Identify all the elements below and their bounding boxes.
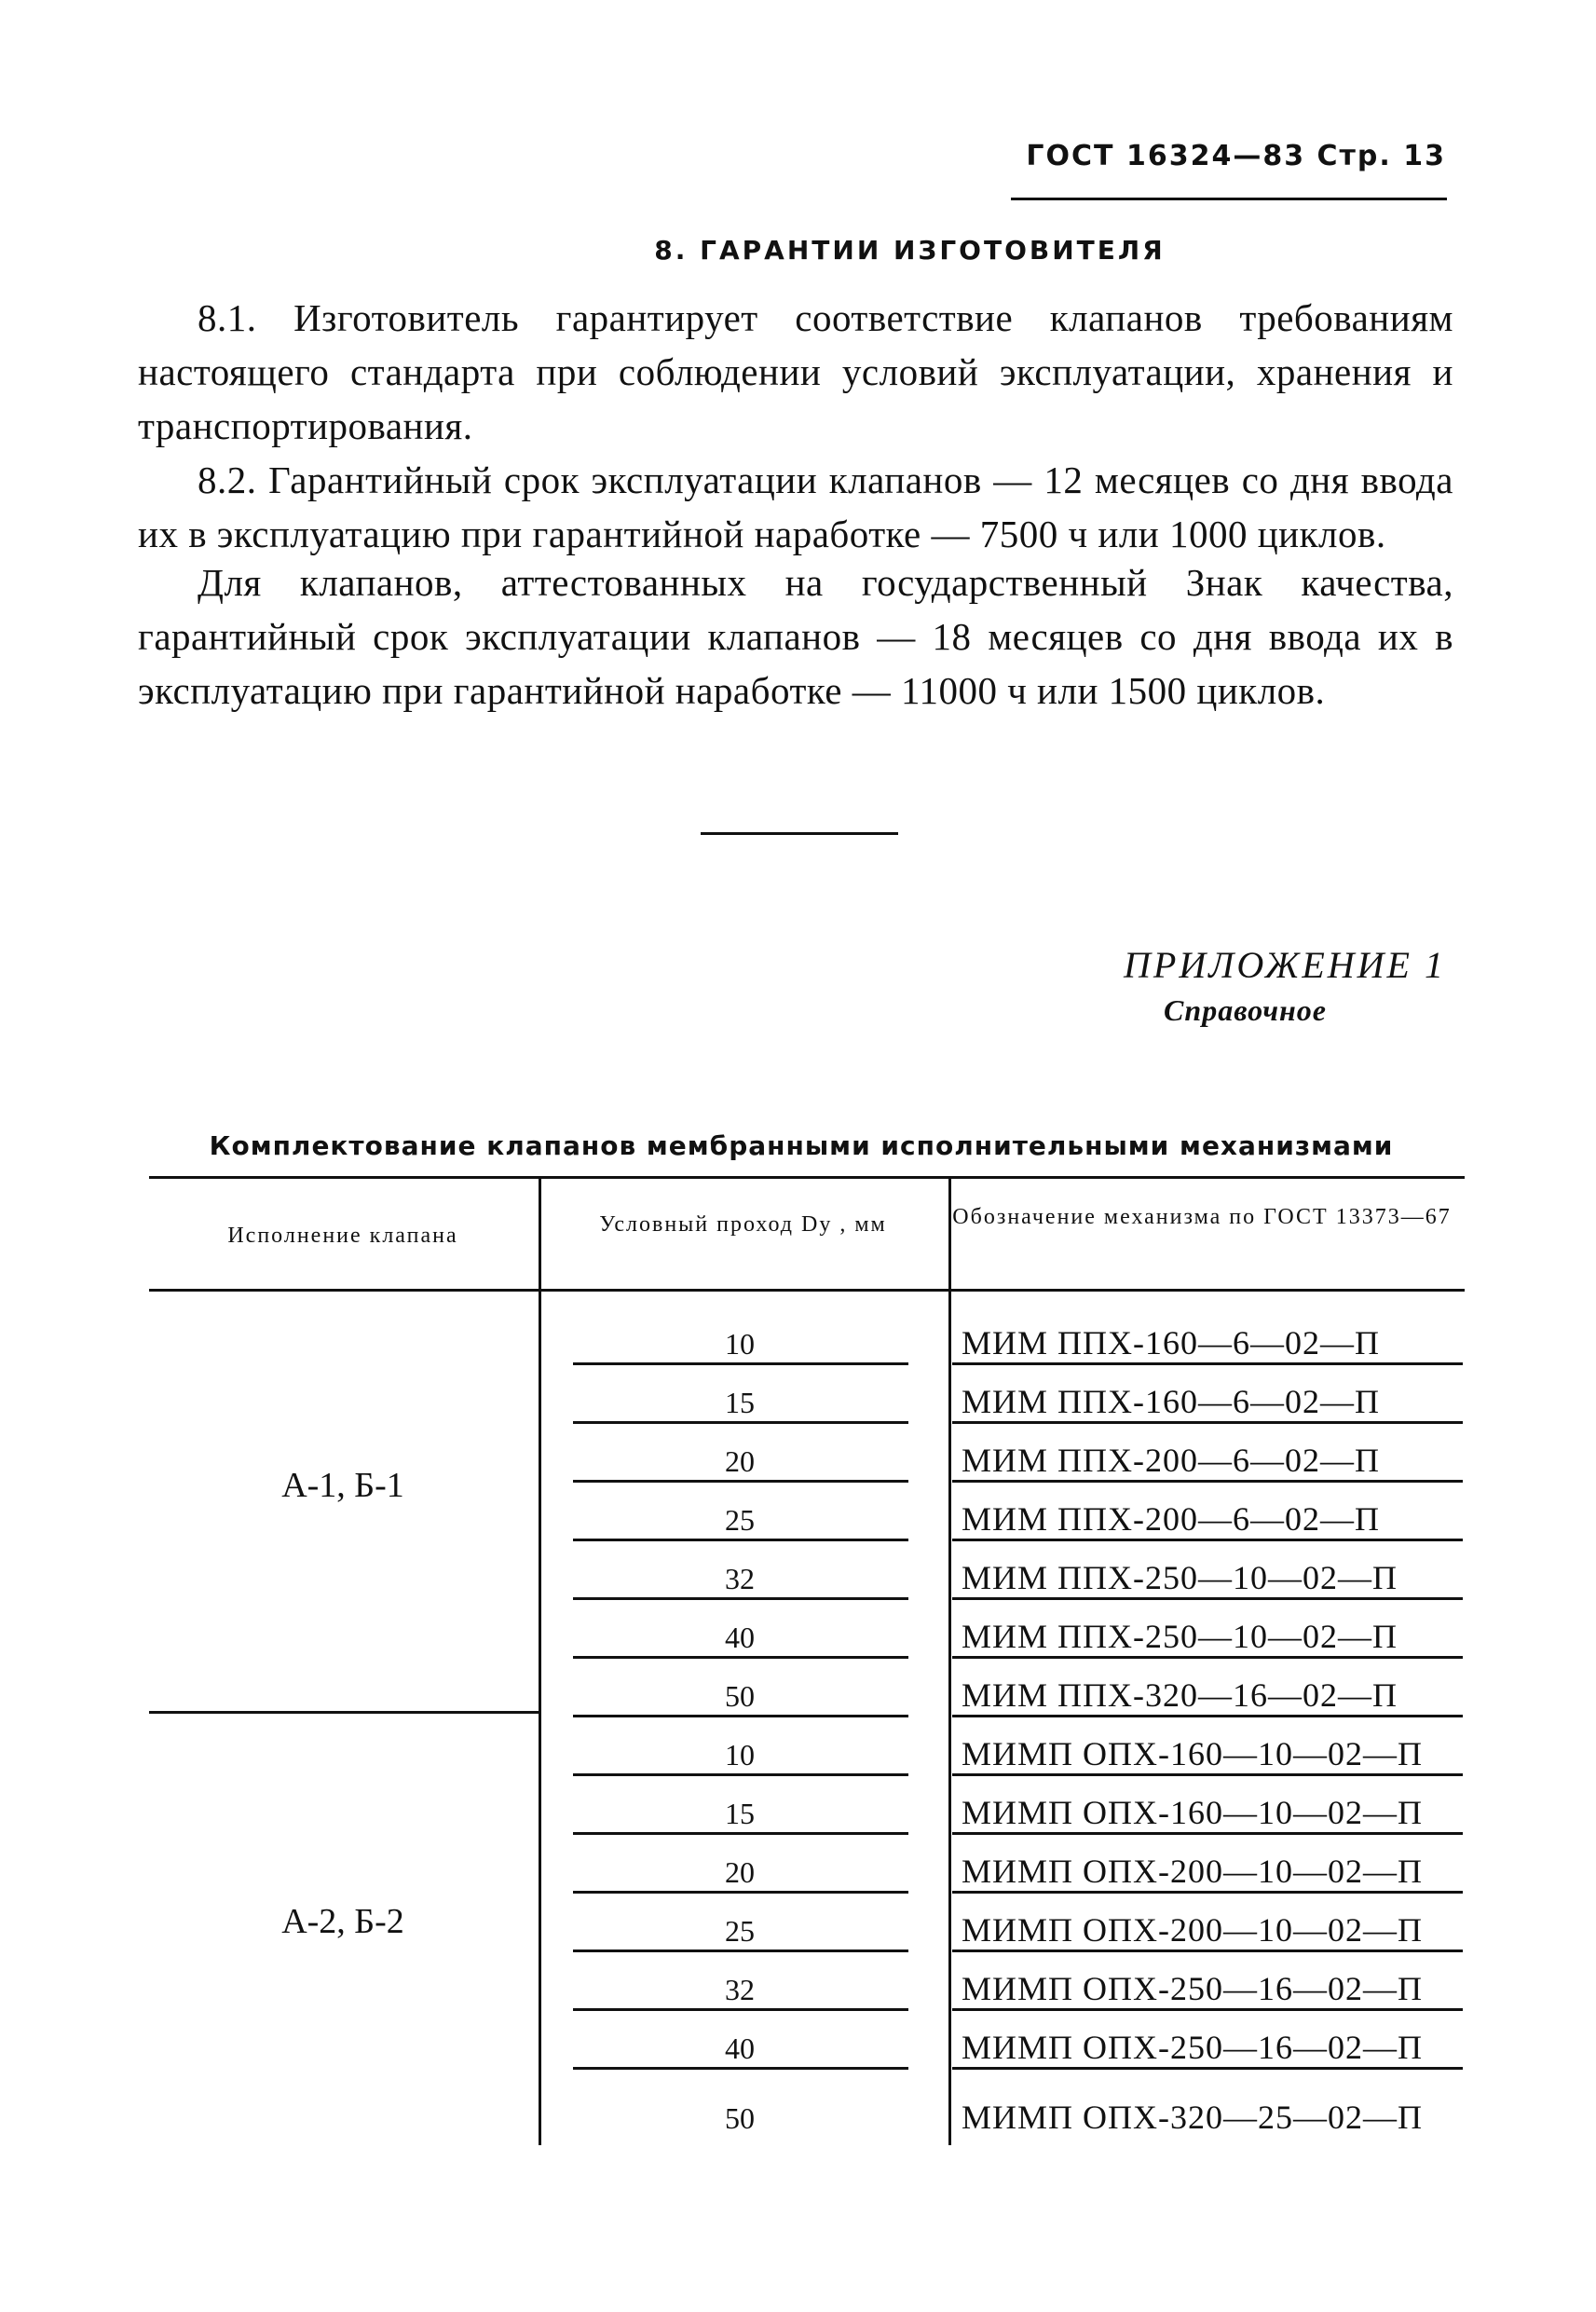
table-cell-mechanism: МИМ ППХ-200—6—02—П [962, 1442, 1380, 1479]
table-cell-mechanism: МИМП ОПХ-160—10—02—П [962, 1794, 1423, 1831]
table-cell-dn: 50 [725, 1679, 755, 1713]
group-divider [149, 1711, 540, 1714]
table-cell-mechanism: МИМП ОПХ-250—16—02—П [962, 2029, 1423, 2066]
table-caption: Комплектование клапанов мембранными исполнительными механизмами [209, 1130, 1394, 1161]
table-header-rule [149, 1289, 1465, 1292]
table-cell-mechanism: МИМ ППХ-250—10—02—П [962, 1559, 1398, 1596]
table-cell-dn: 40 [725, 1621, 755, 1654]
row-rule [573, 1480, 908, 1483]
paragraph-quality-mark: Для клапанов, аттестованных на государственный Знак качества, гарантийный срок эксплуатации клапанов — 18 месяцев со дня ввода их в эксплуатацию при гарантийной наработке — 11000 ч или 1500 циклов. [138, 561, 1453, 712]
row-rule [952, 1949, 1463, 1952]
group-label: А-1, Б-1 [281, 1466, 404, 1505]
table-cell-dn: 20 [725, 1855, 755, 1889]
row-rule [952, 1362, 1463, 1365]
row-rule [952, 1832, 1463, 1835]
paragraph-8-2: 8.2. Гарантийный срок эксплуатации клапанов — 12 месяцев со дня ввода их в эксплуатацию при гарантийной наработке — 7500 ч или 1000 циклов. [138, 458, 1453, 555]
table-cell-dn: 15 [725, 1386, 755, 1419]
table-cell-mechanism: МИМП ОПХ-250—16—02—П [962, 1970, 1423, 2007]
table-cell-mechanism: МИМ ППХ-320—16—02—П [962, 1676, 1398, 1714]
table-cell-dn: 15 [725, 1797, 755, 1830]
table-cell-mechanism: МИМ ППХ-160—6—02—П [962, 1383, 1380, 1420]
table-cell-dn: 25 [725, 1503, 755, 1537]
table-cell-dn: 10 [725, 1327, 755, 1361]
row-rule [952, 1715, 1463, 1717]
table-cell-dn: 10 [725, 1738, 755, 1772]
row-rule [952, 1421, 1463, 1424]
running-header: ГОСТ 16324—83 Стр. 13 [1026, 140, 1446, 172]
table-cell-mechanism: МИМ ППХ-160—6—02—П [962, 1324, 1380, 1361]
row-rule [573, 1832, 908, 1835]
row-rule [573, 1362, 908, 1365]
table-cell-dn: 32 [725, 1562, 755, 1595]
row-rule [952, 1891, 1463, 1894]
row-rule [952, 1480, 1463, 1483]
row-rule [952, 2067, 1463, 2070]
table-cell-mechanism: МИМ ППХ-200—6—02—П [962, 1500, 1380, 1538]
row-rule [573, 1891, 908, 1894]
row-rule [573, 1539, 908, 1541]
row-rule [573, 1421, 908, 1424]
table-cell-dn: 40 [725, 2032, 755, 2065]
row-rule [573, 1597, 908, 1600]
header-mechanism: Обозначение механизма по ГОСТ 13373—67 [952, 1205, 1452, 1229]
section-heading: 8. ГАРАНТИИ ИЗГОТОВИТЕЛЯ [654, 235, 1166, 266]
row-rule [573, 1656, 908, 1659]
appendix-subtitle: Справочное [1164, 993, 1327, 1027]
row-rule [952, 2008, 1463, 2011]
group-label: А-2, Б-2 [281, 1902, 404, 1941]
row-rule [952, 1597, 1463, 1600]
table-cell-mechanism: МИМ ППХ-250—10—02—П [962, 1618, 1398, 1655]
table-cell-mechanism: МИМП ОПХ-320—25—02—П [962, 2099, 1423, 2136]
row-rule [573, 2067, 908, 2070]
row-rule [573, 1715, 908, 1717]
row-rule [952, 1773, 1463, 1776]
header-execution: Исполнение клапана [227, 1224, 458, 1248]
table-cell-dn: 50 [725, 2101, 755, 2135]
table-cell-dn: 25 [725, 1914, 755, 1948]
table-top-rule [149, 1176, 1465, 1179]
section-separator [701, 832, 898, 835]
column-divider-1 [539, 1176, 541, 2145]
row-rule [573, 2008, 908, 2011]
table-cell-mechanism: МИМП ОПХ-160—10—02—П [962, 1735, 1423, 1772]
row-rule [952, 1539, 1463, 1541]
table-cell-mechanism: МИМП ОПХ-200—10—02—П [962, 1853, 1423, 1890]
appendix-title: ПРИЛОЖЕНИЕ 1 [1124, 944, 1446, 986]
table-cell-dn: 32 [725, 1973, 755, 2006]
table-cell-mechanism: МИМП ОПХ-200—10—02—П [962, 1911, 1423, 1949]
table-cell-dn: 20 [725, 1444, 755, 1478]
row-rule [952, 1656, 1463, 1659]
row-rule [573, 1949, 908, 1952]
row-rule [573, 1773, 908, 1776]
paragraph-8-1: 8.1. Изготовитель гарантирует соответствие клапанов требованиям настоящего стандарта при соблюдении условий эксплуатации, хранения и транспортирования. [138, 296, 1453, 447]
header-rule [1011, 198, 1447, 200]
header-nominal-diameter: Условный проход Dу , мм [599, 1212, 887, 1237]
column-divider-2 [948, 1176, 951, 2145]
